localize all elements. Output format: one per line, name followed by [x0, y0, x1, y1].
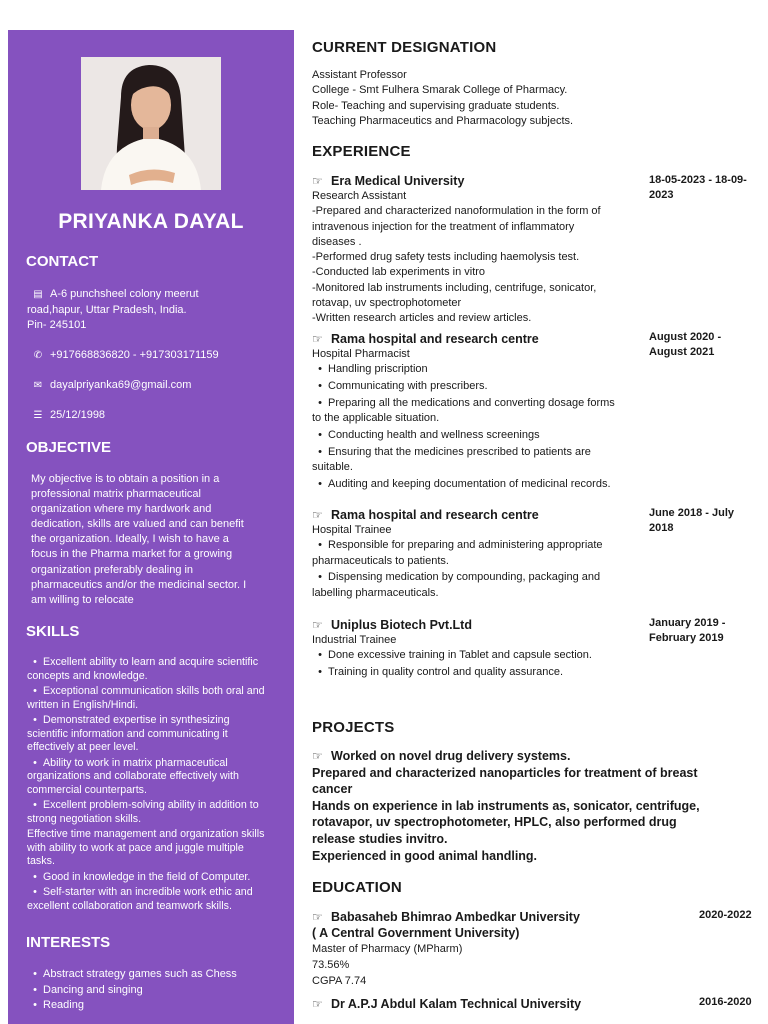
bullet-icon: •	[318, 571, 322, 584]
skill-text: Excellent problem-solving ability in addition to	[43, 799, 259, 812]
duty-text: Dispensing medication by compounding, packaging and	[328, 571, 601, 584]
education-entry	[312, 996, 642, 1012]
interest-text: Reading	[43, 999, 84, 1012]
duty-text: Done excessive training in Tablet and capsule section.	[328, 649, 592, 662]
date-line: 18-05-2023 - 18-09-	[649, 174, 747, 186]
skill-text: concepts and knowledge.	[27, 669, 148, 682]
duty-text: -Monitored lab instruments including, centrifuge, sonicator,	[312, 281, 597, 294]
job-date	[649, 616, 761, 645]
skill-item	[27, 714, 295, 755]
interest-text: Dancing and singing	[43, 983, 143, 996]
interests-heading: INTERESTS	[26, 934, 111, 951]
duty-text: suitable.	[312, 461, 353, 474]
contact-heading: CONTACT	[26, 253, 99, 270]
skill-text: organizations and collaborate effectively with	[27, 770, 239, 783]
contact-dob: ☰ 25/12/1998	[32, 408, 105, 424]
skill-text: Excellent ability to learn and acquire scientific	[43, 656, 259, 668]
current-designation-text: Assistant Professor College - Smt Fulhera Smarak College of Pharmacy. Role- Teaching and supervising graduate students. Teaching Pharmaceutics and Pharmacology subjects.	[312, 69, 574, 127]
duty-text: Responsible for preparing and administering appropriate	[328, 539, 603, 552]
bullet-icon: •	[318, 380, 322, 393]
education-title	[312, 909, 642, 925]
duty-text: Preparing all the medications and converting dosage forms	[328, 396, 615, 409]
duty-text: Auditing and keeping documentation of medicinal records.	[328, 477, 611, 490]
projects-heading: PROJECTS	[312, 719, 395, 736]
objective-text: My objective is to obtain a position in a professional matrix pharmaceutical organization where my hardwork and dedication, skills are valued and can benefit the organization. Ideally, I wish to have a focus in the Pharma market for a growing organization preferably dealing in pharmaceutics and/or the medicinal sector. I am willing to relocate	[31, 473, 247, 606]
sidebar	[8, 30, 294, 1024]
education-detail: CGPA 7.74	[312, 975, 367, 987]
bullet-icon: •	[33, 968, 37, 980]
job-date	[649, 173, 761, 202]
bullet-icon: •	[33, 656, 37, 668]
main-content	[312, 0, 757, 1024]
skill-item	[27, 828, 295, 869]
birthday-cake-icon: ☰	[33, 410, 43, 421]
job-duty	[312, 665, 642, 680]
job-role: Research Assistant	[312, 190, 407, 202]
job-role: Hospital Trainee	[312, 524, 392, 536]
job-duty	[312, 265, 642, 280]
bullet-icon: •	[318, 477, 322, 490]
skill-text: Effective time management and organization skills	[27, 828, 265, 841]
pointing-hand-icon: ☞	[312, 749, 323, 763]
skill-text: effectively at peer level.	[27, 741, 139, 754]
experience-heading: EXPERIENCE	[312, 143, 411, 160]
bullet-icon: •	[33, 886, 37, 899]
person-name: PRIYANKA DAYAL	[58, 210, 244, 233]
date-line: January 2019 -	[649, 617, 726, 629]
job-org-name: Uniplus Biotech Pvt.Ltd	[331, 618, 472, 632]
duty-text: -Prepared and characterized nanoformulation in the form of	[312, 205, 601, 218]
bullet-icon: •	[33, 756, 37, 769]
skill-text: Exceptional communication skills both oral and	[43, 684, 265, 697]
interests-list	[27, 967, 237, 1014]
skill-text: Good in knowledge in the field of Computer.	[43, 870, 251, 883]
bullet-icon: •	[33, 870, 37, 883]
job-role: Hospital Pharmacist	[312, 348, 410, 360]
job-duty	[312, 362, 642, 377]
skill-text: tasks.	[27, 855, 55, 868]
skill-item	[27, 871, 295, 885]
job-entry	[312, 507, 642, 602]
job-date	[649, 330, 761, 359]
interest-item	[27, 998, 237, 1014]
duty-text: Training in quality control and quality assurance.	[328, 666, 564, 679]
bullet-icon: •	[33, 983, 37, 996]
job-org	[312, 617, 642, 633]
skill-text: written in English/Hindi.	[27, 698, 139, 711]
objective-heading: OBJECTIVE	[26, 439, 112, 456]
job-org	[312, 507, 642, 523]
skill-text: scientific information and communicating it	[27, 727, 228, 740]
duty-text: -Performed drug safety tests including haemolysis test.	[312, 251, 580, 264]
bullet-icon: •	[318, 666, 322, 679]
skills-heading: SKILLS	[26, 623, 80, 640]
bullet-icon: •	[318, 396, 322, 409]
pointing-hand-icon: ☞	[312, 997, 323, 1011]
duty-text: diseases .	[312, 235, 362, 248]
date-line: August 2021	[649, 345, 715, 358]
contact-address: ▤ A-6 punchsheel colony meerut road,hapur, Uttar Pradesh, India. Pin- 245101	[27, 288, 199, 331]
pointing-hand-icon: ☞	[312, 332, 323, 346]
job-org	[312, 173, 642, 189]
job-duty	[312, 379, 642, 394]
skills-list	[27, 656, 295, 915]
duty-text: -Written research articles and review articles.	[312, 312, 532, 325]
education-title-text: ( A Central Government University)	[312, 926, 520, 940]
skill-text: Ability to work in matrix pharmaceutical	[43, 756, 228, 769]
job-duty	[312, 477, 642, 492]
skill-text: Demonstrated expertise in synthesizing	[43, 713, 230, 726]
date-line: 2023	[649, 188, 674, 201]
duty-text: labelling pharmaceuticals.	[312, 586, 439, 599]
skill-text: Self-starter with an incredible work ethic and	[43, 886, 253, 899]
duty-text: Handling priscription	[328, 363, 428, 376]
education-heading: EDUCATION	[312, 879, 402, 896]
duty-text: Ensuring that the medicines prescribed to patients are	[328, 445, 591, 458]
education-title-text: Dr A.P.J Abdul Kalam Technical University	[331, 997, 582, 1011]
bullet-icon: •	[33, 799, 37, 812]
job-duty	[312, 250, 642, 265]
bullet-icon: •	[33, 684, 37, 697]
job-org	[312, 331, 642, 347]
duty-text: -Conducted lab experiments in vitro	[312, 266, 486, 279]
pointing-hand-icon: ☞	[312, 618, 323, 632]
education-detail: 73.56%	[312, 959, 350, 971]
bullet-icon: •	[33, 999, 37, 1012]
bullet-icon: •	[318, 363, 322, 376]
job-org-name: Rama hospital and research centre	[331, 508, 539, 522]
date-line: June 2018 - July	[649, 507, 734, 519]
job-duty	[312, 311, 642, 326]
pointing-hand-icon: ☞	[312, 910, 323, 924]
pointing-hand-icon: ☞	[312, 174, 323, 188]
job-entry	[312, 617, 642, 682]
projects-text: ☞ Worked on novel drug delivery systems. Prepared and characterized nanoparticles for treatment of breast cancer Hands on experience in lab instruments as, sonicator, centrifuge, rotavapor, uv spectrophotometer, HPLC, also performed drug release studies invitro. Experienced in good animal handling.	[312, 749, 700, 863]
skill-text: strong negotiation skills.	[27, 812, 142, 825]
contact-email: ✉ dayalpriyanka69@gmail.com	[32, 378, 191, 394]
current-designation-heading: CURRENT DESIGNATION	[312, 39, 497, 56]
skill-item	[27, 886, 295, 913]
duty-text: rotavap, uv spectrophotometer	[312, 297, 462, 310]
skill-text: commercial counterparts.	[27, 783, 147, 796]
interest-item	[27, 967, 237, 983]
job-org-name: Era Medical University	[331, 174, 465, 188]
education-title	[312, 925, 642, 941]
date-line: 2018	[649, 521, 674, 534]
bullet-icon: •	[318, 539, 322, 552]
job-date	[649, 506, 761, 535]
skill-text: excellent collaboration and teamwork skills.	[27, 899, 232, 912]
date-line: February 2019	[649, 631, 724, 644]
skill-text: with ability to work at pace and juggle multiple	[27, 841, 244, 854]
bullet-icon: •	[318, 428, 322, 441]
duty-text: intravenous injection for the treatment of inflammatory	[312, 220, 575, 233]
date-line: August 2020 -	[649, 331, 722, 343]
bullet-icon: •	[318, 649, 322, 662]
job-org-name: Rama hospital and research centre	[331, 332, 539, 346]
contact-phone: ✆ +917668836820 - +917303171159	[32, 348, 219, 364]
job-duty	[312, 445, 642, 476]
job-entry	[312, 173, 642, 327]
job-duty	[312, 281, 642, 312]
job-duty	[312, 570, 642, 601]
bullet-icon: •	[318, 445, 322, 458]
education-date: 2016-2020	[699, 996, 752, 1008]
duty-text: pharmaceuticals to patients.	[312, 554, 449, 567]
job-entry	[312, 331, 642, 494]
skill-item	[27, 685, 295, 712]
skill-item	[27, 799, 295, 826]
phone-icon: ✆	[33, 350, 43, 361]
education-detail: Master of Pharmacy (MPharm)	[312, 943, 463, 955]
job-duty	[312, 396, 642, 427]
id-card-icon: ▤	[33, 289, 43, 300]
pointing-hand-icon: ☞	[312, 508, 323, 522]
bullet-icon: •	[33, 713, 37, 726]
interest-text: Abstract strategy games such as Chess	[43, 968, 237, 980]
duty-text: Conducting health and wellness screenings	[328, 428, 540, 441]
job-duty	[312, 648, 642, 663]
profile-photo	[81, 57, 221, 190]
duty-text: to the applicable situation.	[312, 412, 440, 425]
education-title-text: Babasaheb Bhimrao Ambedkar University	[331, 910, 580, 924]
education-date: 2020-2022	[699, 909, 752, 921]
job-role: Industrial Trainee	[312, 634, 397, 646]
education-entry	[312, 909, 642, 989]
envelope-icon: ✉	[33, 380, 43, 391]
duty-text: Communicating with prescribers.	[328, 380, 488, 393]
interest-item	[27, 983, 237, 999]
job-duty	[312, 428, 642, 443]
skill-item	[27, 757, 295, 798]
skill-item	[27, 656, 295, 683]
job-duty	[312, 538, 642, 569]
job-duty	[312, 204, 642, 250]
education-title	[312, 996, 642, 1012]
